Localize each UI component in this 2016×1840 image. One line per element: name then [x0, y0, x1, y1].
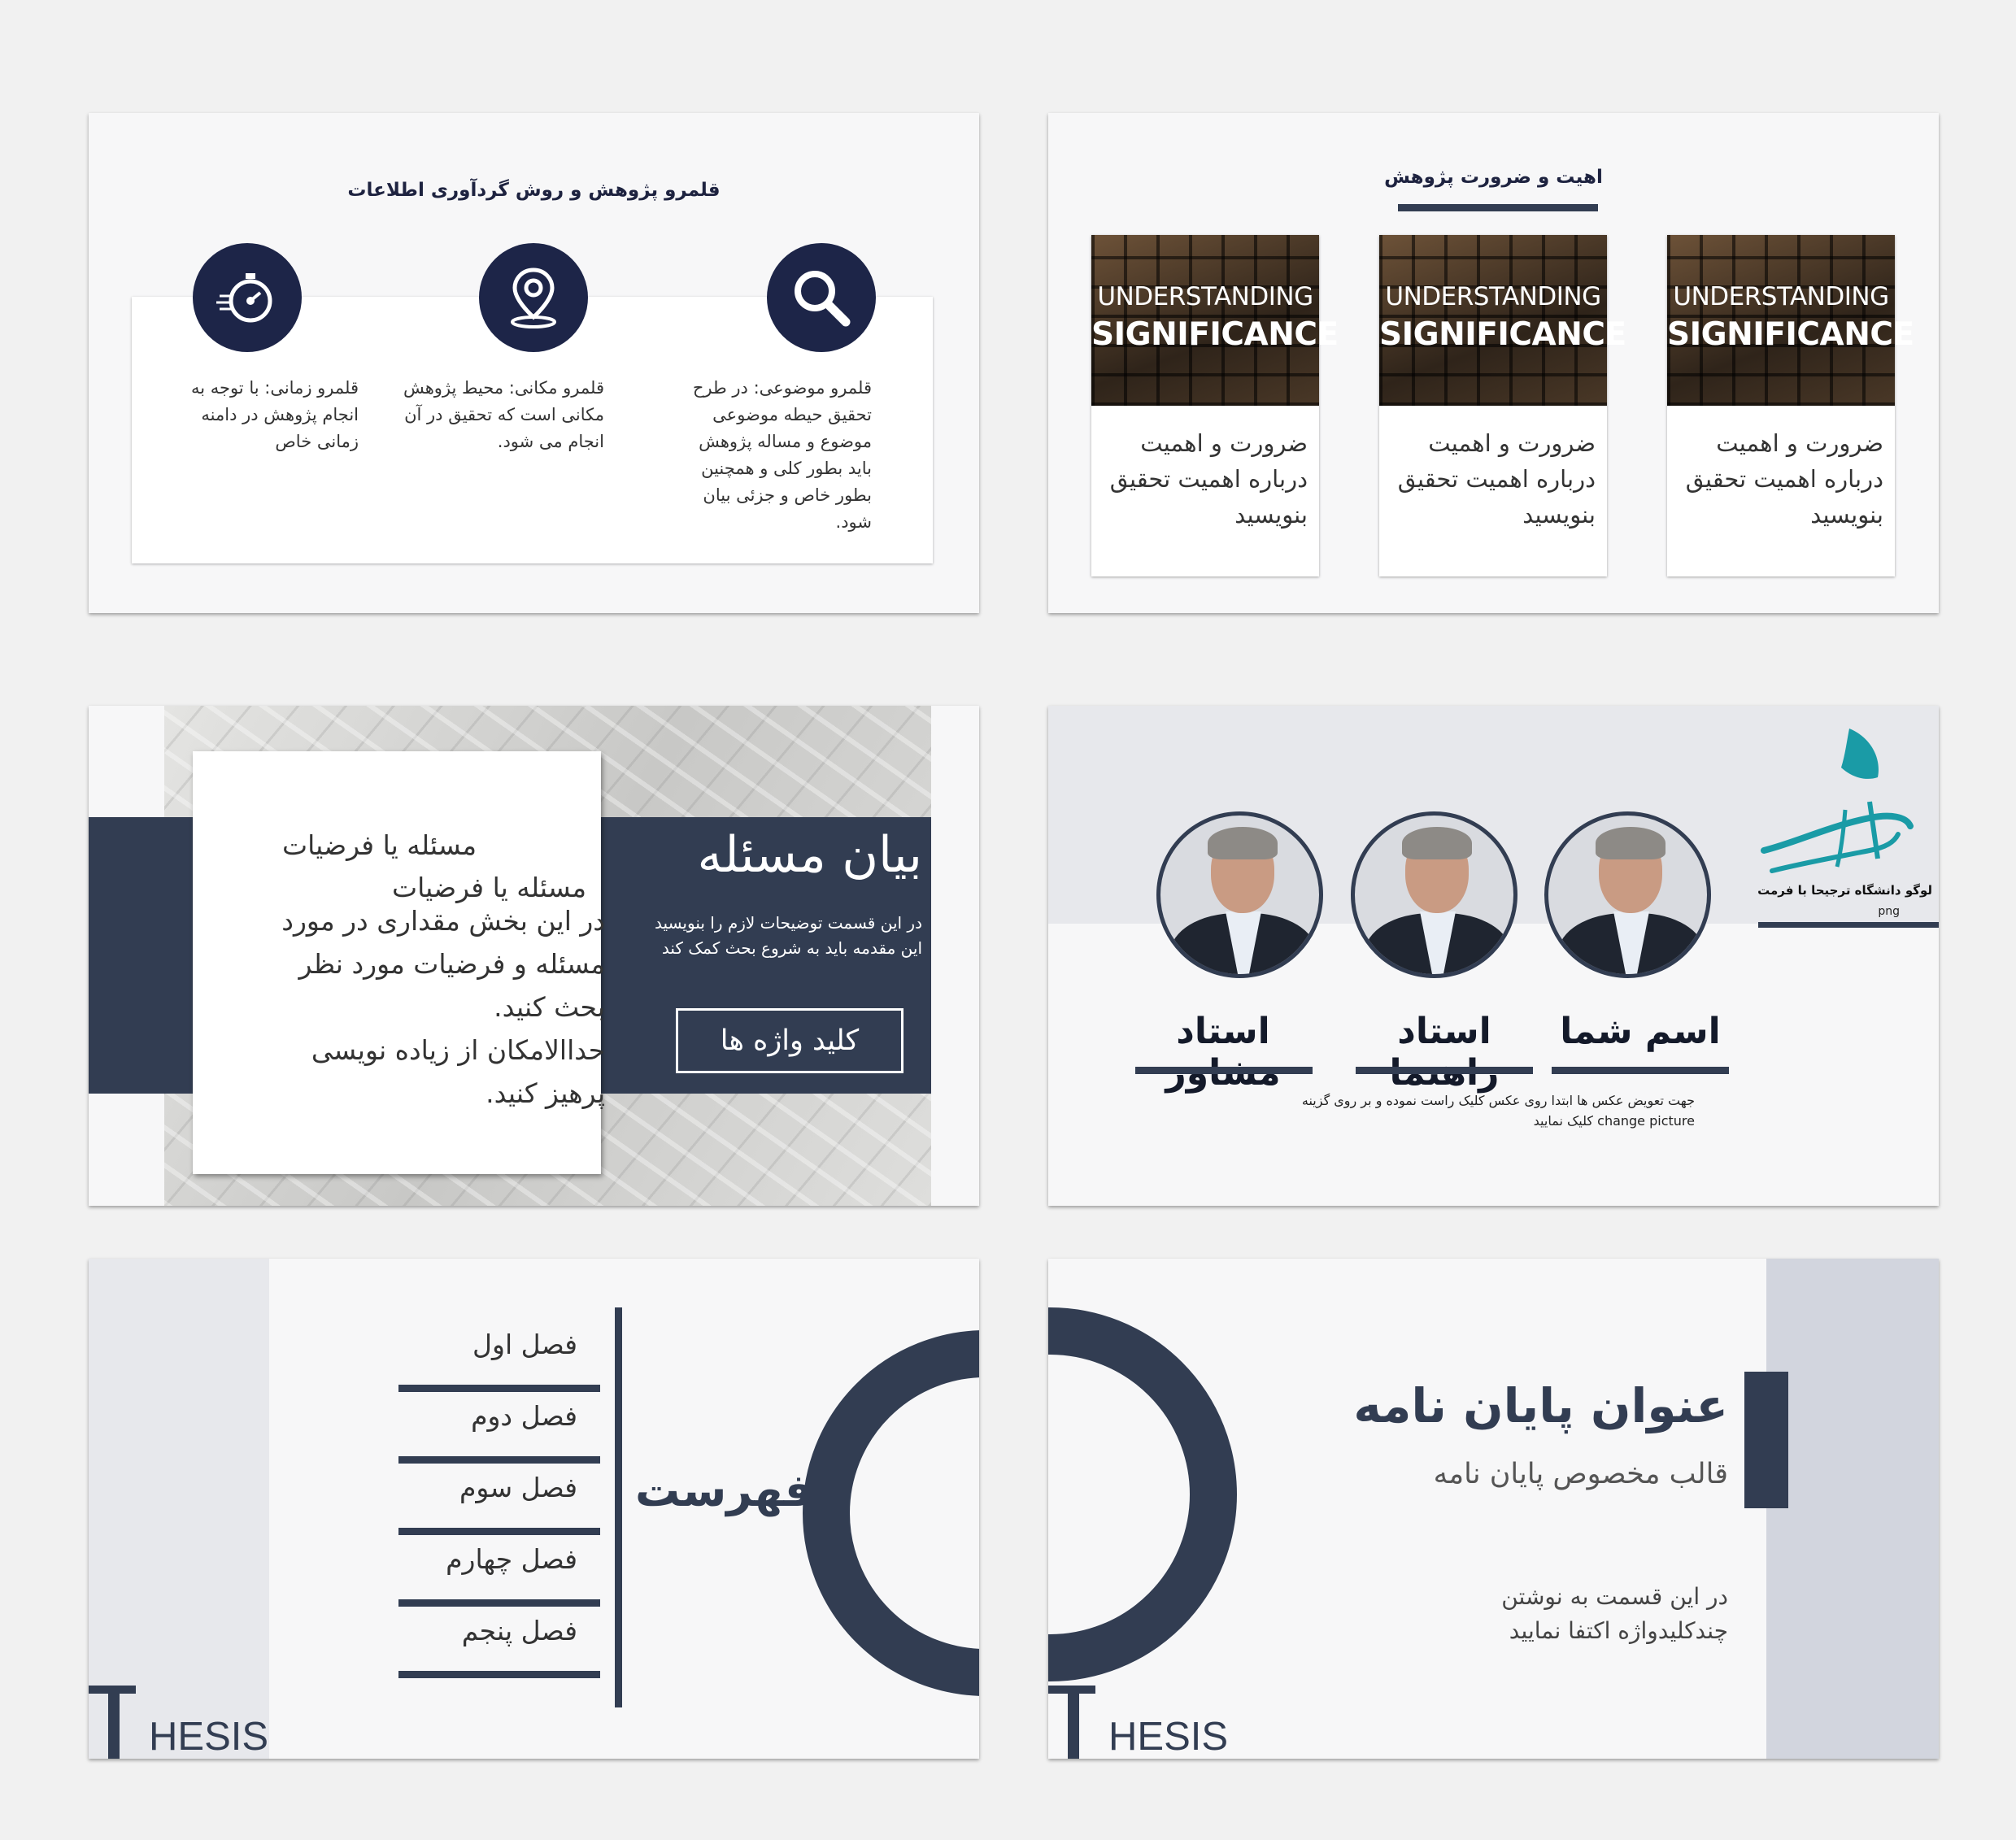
- location-pin-icon: [479, 243, 588, 352]
- thesis-brand: HESIS: [1048, 1686, 1235, 1759]
- thesis-brand: HESIS: [89, 1686, 276, 1759]
- role-underline: [1135, 1067, 1313, 1074]
- box-body: در این بخش مقداری در مورد مسئله و فرضیات مورد نظر بحث کنید. حداالامکان از زیاده نویسی پرهیز کنید.: [281, 905, 605, 1109]
- slide-importance[interactable]: [1048, 113, 1939, 613]
- stopwatch-icon: [193, 243, 302, 352]
- logo-caption: لوگو دانشگاه ترجیحا با فرمت: [1757, 883, 1932, 898]
- box-title-label: مسئله یا فرضیات: [282, 829, 477, 861]
- thesis-title: عنوان پایان نامه: [1353, 1378, 1728, 1433]
- toc-item[interactable]: فصل دوم: [471, 1400, 577, 1432]
- significance-image: UNDERSTANDING SIGNIFICANCE: [1379, 235, 1607, 406]
- toc-item[interactable]: فصل چهارم: [446, 1543, 577, 1575]
- search-icon: [767, 243, 876, 352]
- logo-format: png: [1878, 905, 1900, 918]
- slide-research-scope[interactable]: [89, 113, 979, 613]
- slide-presenters[interactable]: [1048, 706, 1939, 1206]
- significance-image: UNDERSTANDING SIGNIFICANCE: [1091, 235, 1319, 406]
- card-text: ضرورت و اهمیت درباره اهمیت تحقیق بنویسید: [1397, 429, 1596, 529]
- slide-thesis-title[interactable]: [1048, 1259, 1939, 1759]
- significance-card[interactable]: [1379, 235, 1626, 576]
- thesis-subtitle: قالب مخصوص پایان نامه: [1433, 1458, 1728, 1490]
- toc-item[interactable]: فصل سوم: [459, 1472, 577, 1503]
- university-logo[interactable]: [1748, 720, 1935, 883]
- contents-heading: فهرست: [635, 1464, 813, 1516]
- logo-mark-icon: [1748, 720, 1935, 883]
- role-underline: [1356, 1067, 1533, 1074]
- slide-title: اهیت و ضرورت پژوهش: [1384, 167, 1603, 188]
- problem-description: در این قسمت توضیحات لازم را بنویسید این مقدمه باید به شروع بحث کمک کند: [655, 913, 922, 958]
- toc-divider: [398, 1456, 600, 1464]
- card-text: ضرورت و اهمیت درباره اهمیت تحقیق بنویسید: [1685, 429, 1883, 529]
- problem-heading: بیان مسئله: [697, 826, 922, 884]
- keywords-button[interactable]: کلید واژه ها: [676, 1008, 903, 1073]
- change-picture-hint: جهت تعویض عکس ها ابتدا روی عکس کلیک راست نموده و بر روی گزینه change picture کلیک نمایید: [1301, 1093, 1695, 1129]
- significance-card[interactable]: [1667, 235, 1914, 576]
- place-scope-text: قلمرو مکانی: محیط پژوهش مکانی است که تحقیق در آن انجام می شود.: [403, 378, 604, 451]
- role-underline: [1552, 1067, 1729, 1074]
- ring-decoration: [803, 1330, 979, 1696]
- toc-divider: [398, 1385, 600, 1392]
- ring-decoration: [1048, 1307, 1237, 1681]
- box-title: مسئله یا فرضیات: [392, 872, 586, 903]
- slide-problem-statement[interactable]: [89, 706, 979, 1206]
- toc-item[interactable]: فصل پنجم: [461, 1615, 577, 1646]
- subject-scope-text: قلمرو موضوعی: در طرح تحقیق حیطه موضوعی موضوع و مساله پژوهش باید بطور کلی و همچنین بطور خاص و جزئی بیان شود.: [692, 378, 872, 532]
- role-supervisor: استاد: [1397, 1011, 1491, 1052]
- card-text: ضرورت و اهمیت درباره اهمیت تحقیق بنویسید: [1109, 429, 1308, 529]
- photo-advisor[interactable]: [1156, 811, 1323, 978]
- toc-divider: [398, 1528, 600, 1535]
- toc-divider: [398, 1599, 600, 1607]
- logo-underline: [1758, 922, 1939, 928]
- toc-item[interactable]: فصل اول: [472, 1329, 577, 1360]
- accent-bar: [1744, 1372, 1788, 1508]
- slide-table-of-contents[interactable]: [89, 1259, 979, 1759]
- time-scope-text: قلمرو زمانی: با توجه به انجام پژوهش در دامنه زمانی خاص: [190, 378, 359, 451]
- role-advisor: استاد: [1176, 1011, 1270, 1052]
- side-strip: [1766, 1259, 1939, 1759]
- keywords-text: در این قسمت به نوشتن چندکلیدواژه اکتفا نمایید: [1501, 1583, 1728, 1644]
- vertical-divider: [615, 1307, 622, 1707]
- toc-divider: [398, 1671, 600, 1678]
- significance-card[interactable]: [1091, 235, 1339, 576]
- slide-title: قلمرو پژوهش و روش گردآوری اطلاعات: [347, 180, 721, 201]
- photo-you[interactable]: [1544, 811, 1711, 978]
- side-strip: [89, 1259, 269, 1759]
- role-you: اسم شما: [1560, 1011, 1721, 1052]
- photo-supervisor[interactable]: [1351, 811, 1517, 978]
- significance-image: UNDERSTANDING SIGNIFICANCE: [1667, 235, 1895, 406]
- title-underline: [1398, 204, 1598, 211]
